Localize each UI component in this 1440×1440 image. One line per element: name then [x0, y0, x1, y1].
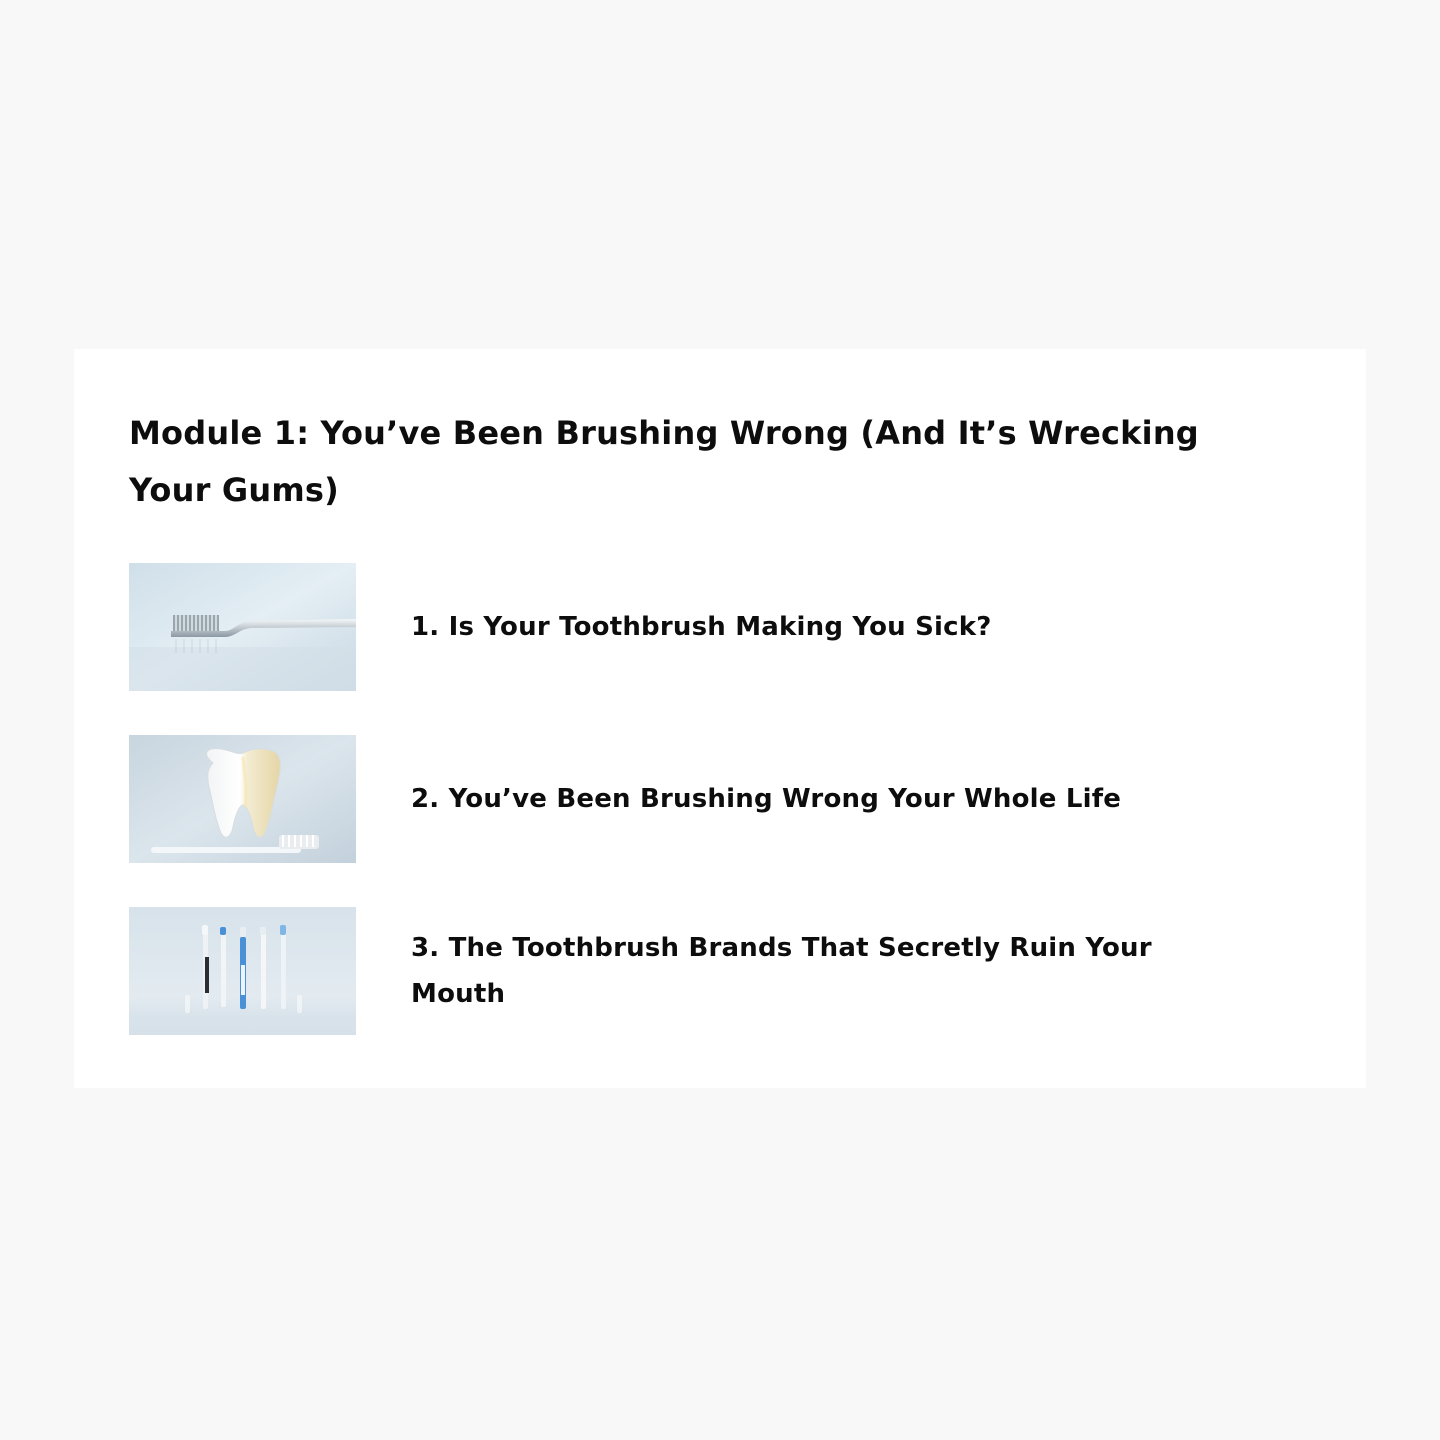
lesson-item[interactable] — [129, 563, 1171, 691]
toothbrush-image — [129, 563, 356, 691]
lesson-item[interactable] — [129, 907, 1171, 1035]
lesson-thumbnail[interactable] — [129, 563, 356, 691]
toothbrushes-row-image — [129, 907, 356, 1035]
lesson-title[interactable]: 1. Is Your Toothbrush Making You Sick? — [411, 612, 992, 642]
lesson-thumbnail[interactable] — [129, 907, 356, 1035]
lesson-title[interactable]: 3. The Toothbrush Brands That Secretly Ruin Your Mouth — [411, 933, 1152, 1009]
lesson-item[interactable] — [129, 735, 1171, 863]
module-title: Module 1: You’ve Been Brushing Wrong (And It’s Wrecking Your Gums) — [129, 414, 1199, 509]
lesson-title[interactable]: 2. You’ve Been Brushing Wrong Your Whole Life — [411, 784, 1122, 814]
tooth-image — [129, 735, 356, 863]
module-card — [74, 349, 1366, 1088]
lesson-thumbnail[interactable] — [129, 735, 356, 863]
lesson-list — [129, 563, 1171, 1035]
